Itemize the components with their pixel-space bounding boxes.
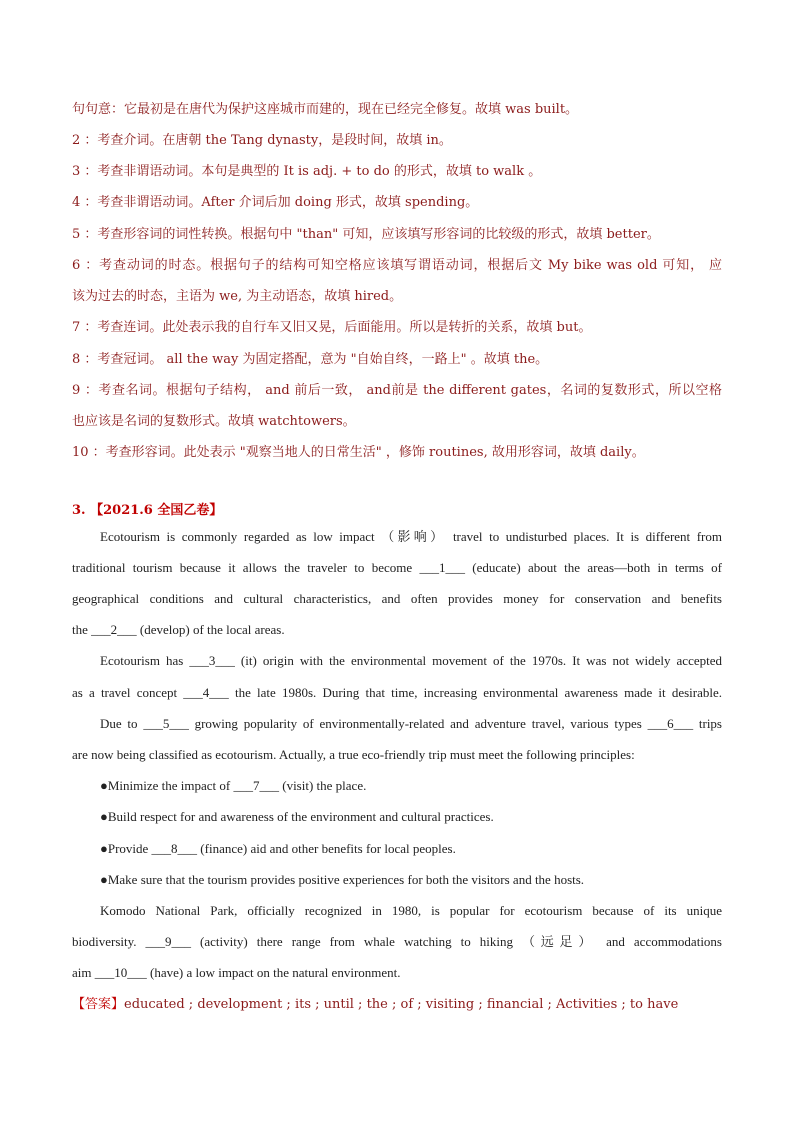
- explanation-line: 句句意：它最初是在唐代为保护这座城市而建的，现在已经完全修复。故填 was built。: [72, 102, 579, 117]
- passage-line: as a travel concept ___4___ the late 1980s. During that time, increasing environmental awareness made it desirable.: [72, 685, 722, 700]
- explanation-line: 4 ：考查非谓语动词。After 介词后加 doing 形式，故填 spending。: [72, 195, 479, 210]
- answer-label: 【答案】: [72, 997, 125, 1012]
- passage-line: the ___2___ (develop) of the local areas.: [72, 622, 285, 637]
- passage-line: Due to ___5___ growing popularity of environmentally-related and adventure travel, various types ___6___ trips: [100, 716, 722, 731]
- explanation-line: 9 ：考查名词。根据句子结构， and 前后一致， and前是 the different gates，名词的复数形式，所以空格: [72, 383, 722, 398]
- answer-text: educated ; development ; its ; until ; the ; of ; visiting ; financial ; Activities ; to have: [124, 997, 679, 1012]
- passage-line: are now being classified as ecotourism. Actually, a true eco-friendly trip must meet the following principles:: [72, 747, 635, 762]
- bullet-item: ●Minimize the impact of ___7___ (visit) the place.: [100, 778, 367, 793]
- explanation-line: 5 ：考查形容词的词性转换。根据句中 "than" 可知，应该填写形容词的比较级的形式，故填 better。: [72, 227, 660, 242]
- passage-line: Ecotourism is commonly regarded as low impact （影响） travel to undisturbed places. It is different from: [100, 529, 722, 544]
- bullet-item: ●Make sure that the tourism provides positive experiences for both the visitors and the hosts.: [100, 872, 585, 887]
- answer-line: [72, 997, 722, 1013]
- explanation-line: 也应该是名词的复数形式。故填 watchtowers。: [72, 414, 356, 429]
- passage-line: traditional tourism because it allows the traveler to become ___1___ (educate) about the areas—both in terms of: [72, 560, 722, 575]
- explanation-line: 3 ：考查非谓语动词。本句是典型的 It is adj. + to do 的形式，故填 to walk 。: [72, 164, 542, 179]
- explanation-line: 该为过去的时态，主语为 we, 为主动语态，故填 hired。: [72, 289, 403, 304]
- explanation-line: 2 ：考查介词。在唐朝 the Tang dynasty，是段时间，故填 in。: [72, 133, 452, 148]
- passage-line: geographical conditions and cultural characteristics, and often provides money for conservation and benefits: [72, 591, 722, 606]
- explanation-line: 8 ：考查冠词。 all the way 为固定搭配，意为 "自始自终，一路上" 。故填 the。: [72, 352, 549, 367]
- explanation-line: 6 ：考查动词的时态。根据句子的结构可知空格应该填写谓语动词，根据后文 My bike was old 可知， 应: [72, 258, 722, 273]
- passage-line: aim ___10___ (have) a low impact on the natural environment.: [72, 965, 401, 980]
- passage-line: Komodo National Park, officially recognized in 1980, is popular for ecotourism because of its unique: [100, 903, 722, 918]
- explanation-line: 7 ：考查连词。此处表示我的自行车又旧又晃，后面能用。所以是转折的关系，故填 but。: [72, 320, 592, 335]
- passage-line: biodiversity. ___9___ (activity) there range from whale watching to hiking （远足） and accommodations: [72, 934, 722, 949]
- explanation-line: 10 ：考查形容词。此处表示 "观察当地人的日常生活" ，修饰 routines, 故用形容词，故填 daily。: [72, 445, 645, 460]
- passage-line: Ecotourism has ___3___ (it) origin with the environmental movement of the 1970s. It was not widely accepted: [100, 653, 722, 668]
- bullet-item: ●Provide ___8___ (finance) aid and other benefits for local peoples.: [100, 841, 456, 856]
- bullet-item: ●Build respect for and awareness of the environment and cultural practices.: [100, 809, 494, 824]
- question-title: 3. 【2021.6 全国乙卷】: [72, 503, 223, 518]
